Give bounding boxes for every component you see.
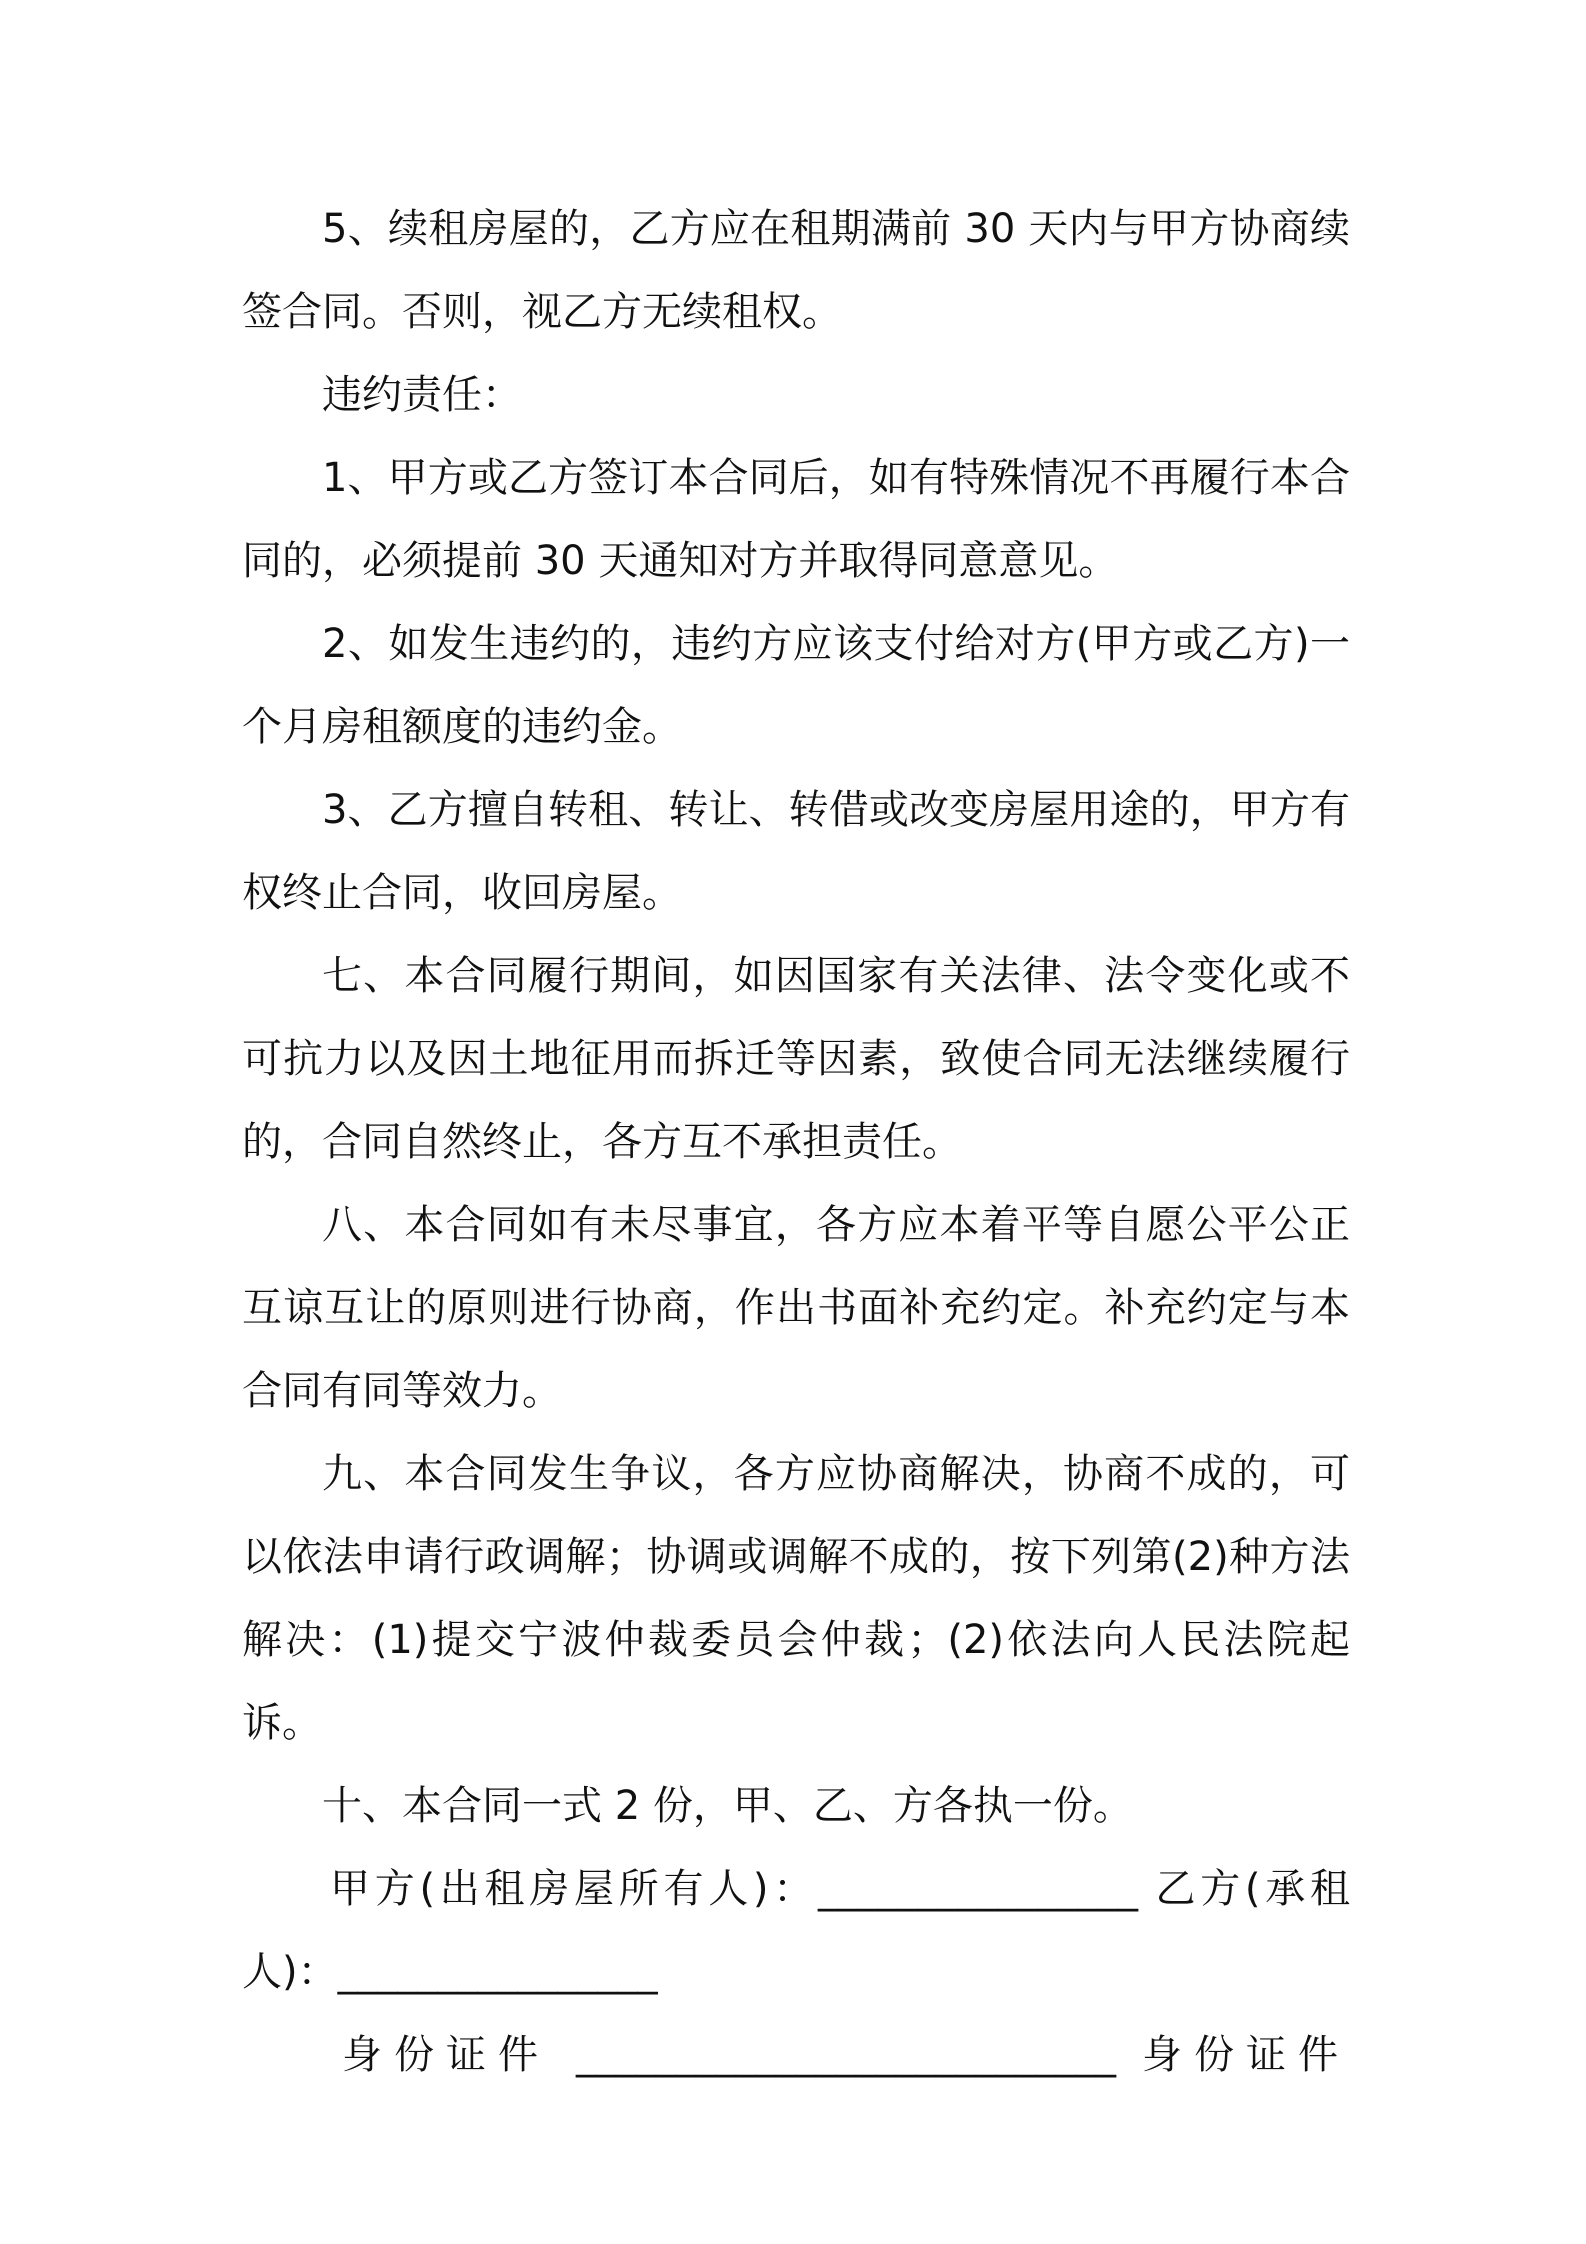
paragraph-breach-1: 1、甲方或乙方签订本合同后，如有特殊情况不再履行本合同的，必须提前 30 天通知对方并取得同意意见。 <box>242 455 1350 584</box>
id-card-label-right: 身份证件 <box>1142 2032 1350 2078</box>
paragraph-clause-10: 十、本合同一式 2 份，甲、乙、方各执一份。 <box>322 1783 1133 1829</box>
contract-text <box>242 188 1350 2097</box>
party-a-label: 甲方(出租房屋所有人)： <box>330 1866 819 1912</box>
paragraph-breach-heading: 违约责任： <box>322 372 522 418</box>
id-card-line <box>242 2014 1350 2097</box>
party-a-blank: ________________ <box>818 1866 1139 1912</box>
paragraph-clause-9: 九、本合同发生争议，各方应协商解决，协商不成的，可以依法申请行政调解；协调或调解不成的，按下列第(2)种方法解决：(1)提交宁波仲裁委员会仲裁；(2)依法向人民法院起诉。 <box>242 1451 1350 1746</box>
signature-line <box>242 1848 1350 2014</box>
party-b-blank: ________________ <box>337 1949 658 1995</box>
id-card-label-left: 身份证件 <box>342 2032 550 2078</box>
paragraph-breach-3: 3、乙方擅自转租、转让、转借或改变房屋用途的，甲方有权终止合同，收回房屋。 <box>242 787 1350 916</box>
paragraph-breach-2: 2、如发生违约的，违约方应该支付给对方(甲方或乙方)一个月房租额度的违约金。 <box>242 621 1350 750</box>
paragraph-renewal: 5、续租房屋的，乙方应在租期满前 30 天内与甲方协商续签合同。否则，视乙方无续租权。 <box>242 206 1350 335</box>
paragraph-clause-8: 八、本合同如有未尽事宜，各方应本着平等自愿公平公正互谅互让的原则进行协商，作出书面补充约定。补充约定与本合同有同等效力。 <box>242 1202 1350 1414</box>
paragraph-clause-7: 七、本合同履行期间，如因国家有关法律、法令变化或不可抗力以及因土地征用而拆迁等因素，致使合同无法继续履行的，合同自然终止，各方互不承担责任。 <box>242 953 1350 1165</box>
id-card-blank: ___________________________ <box>576 2032 1116 2078</box>
party-b-label: 乙方(承租人)： <box>242 1866 1350 1995</box>
